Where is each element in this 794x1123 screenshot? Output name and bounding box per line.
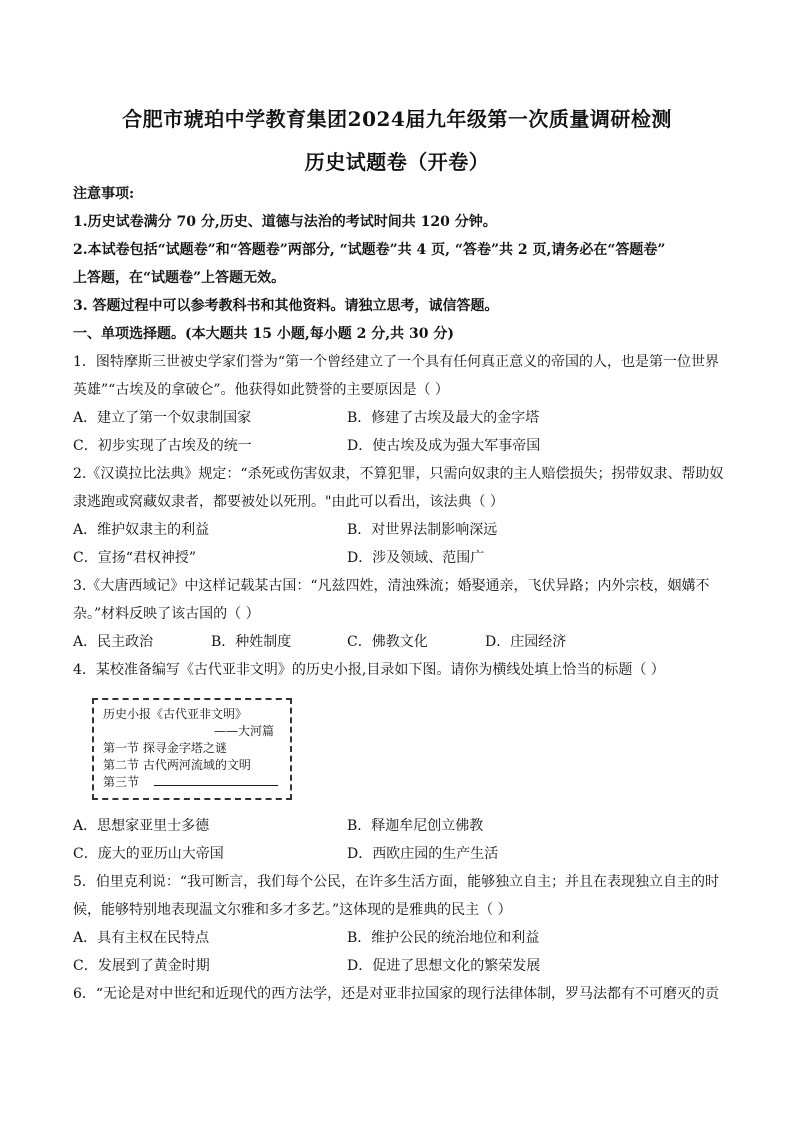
notice-item-1: 1.历史试卷满分 70 分,历史、道德与法治的考试时间共 120 分钟。 <box>73 214 497 230</box>
clipping-section-1: 第一节 探寻金字塔之谜 <box>103 741 227 755</box>
question-5-stem-cont: 候，能够特别地表现温文尔雅和多才多艺。”这体现的是雅典的民主（ ） <box>73 902 512 918</box>
question-1-stem-cont: 英雄”“古埃及的拿破仑”。他获得如此赞誉的主要原因是（ ） <box>73 382 449 398</box>
notice-item-2-cont: 上答题，在“试题卷”上答题无效。 <box>73 270 286 286</box>
question-5-stem: 5．伯里克利说：“我可断言，我们每个公民，在许多生活方面，能够独立自主；并且在表现独立自主的时 <box>73 874 720 890</box>
q3-option-d: D．庄园经济 <box>485 634 567 650</box>
q2-option-d: D．涉及领域、范围广 <box>347 550 485 566</box>
q5-option-a: A．具有主权在民特点 <box>73 930 210 946</box>
q5-option-c: C．发展到了黄金时期 <box>73 958 210 974</box>
q4-option-a: A．思想家亚里士多德 <box>73 818 210 834</box>
q5-option-d: D．促进了思想文化的繁荣发展 <box>347 958 541 974</box>
clipping-section-3: 第三节 <box>103 775 140 789</box>
clipping-blank-line <box>154 785 278 786</box>
q1-option-c: C．初步实现了古埃及的统一 <box>73 438 252 454</box>
question-6-stem: 6．“无论是对中世纪和近现代的西方法学，还是对亚非拉国家的现行法律体制，罗马法都有不可磨灭的贡 <box>73 986 720 1002</box>
q1-option-a: A．建立了第一个奴隶制国家 <box>73 410 252 426</box>
question-3-stem: 3.《大唐西域记》中这样记载某古国：“凡兹四姓，清浊殊流；婚娶通亲，飞伏异路；内外宗枝，姻媾不 <box>73 578 710 594</box>
clipping-section-2: 第二节 古代两河流域的文明 <box>103 758 251 772</box>
notice-item-3: 3. 答题过程中可以参考教科书和其他资料。请独立思考，诚信答题。 <box>73 298 499 314</box>
question-4-stem: 4．某校准备编写《古代亚非文明》的历史小报,目录如下图。请你为横线处填上恰当的标题（ ） <box>73 662 665 678</box>
q2-option-c: C．宣扬“君权神授” <box>73 550 197 566</box>
exam-subtitle: 历史试题卷（开卷） <box>304 150 490 174</box>
question-1-stem: 1．图特摩斯三世被史学家们誉为“第一个曾经建立了一个具有任何真正意义的帝国的人，也是第一位世界 <box>73 354 720 370</box>
q2-option-a: A．维护奴隶主的利益 <box>73 522 210 538</box>
q3-option-b: B．种姓制度 <box>211 634 292 650</box>
q5-option-b: B．维护公民的统治地位和利益 <box>347 930 540 946</box>
q1-option-d: D．使古埃及成为强大军事帝国 <box>347 438 541 454</box>
q1-option-b: B．修建了古埃及最大的金字塔 <box>347 410 540 426</box>
exam-title: 合肥市琥珀中学教育集团2024届九年级第一次质量调研检测 <box>122 107 672 131</box>
section-heading: 一、单项选择题。(本大题共 15 小题,每小题 2 分,共 30 分) <box>73 326 454 342</box>
q3-option-c: C．佛教文化 <box>347 634 428 650</box>
notice-item-2: 2.本试卷包括“试题卷”和“答题卷”两部分, “试题卷”共 4 页, “答卷”共 2 页,请务必在“答题卷” <box>73 242 666 258</box>
notice-heading: 注意事项: <box>73 186 135 202</box>
q3-option-a: A．民主政治 <box>73 634 154 650</box>
question-2-stem: 2.《汉谟拉比法典》规定：“杀死或伤害奴隶，不算犯罪，只需向奴隶的主人赔偿损失；拐带奴隶、帮助奴 <box>73 466 724 482</box>
clipping-title: 历史小报《古代亚非文明》 <box>103 707 248 721</box>
question-3-stem-cont: 杂。”材料反映了该古国的（ ） <box>73 606 260 622</box>
question-2-stem-cont: 隶逃跑或窝藏奴隶者，都要被处以死刑。"由此可以看出，该法典（ ） <box>73 494 504 510</box>
clipping-subtitle: ——大河篇 <box>214 724 275 738</box>
q4-option-d: D．西欧庄园的生产生活 <box>347 846 499 862</box>
newspaper-clipping <box>92 698 292 800</box>
q4-option-c: C．庞大的亚历山大帝国 <box>73 846 224 862</box>
q4-option-b: B．释迦牟尼创立佛教 <box>347 818 484 834</box>
q2-option-b: B．对世界法制影响深远 <box>347 522 498 538</box>
